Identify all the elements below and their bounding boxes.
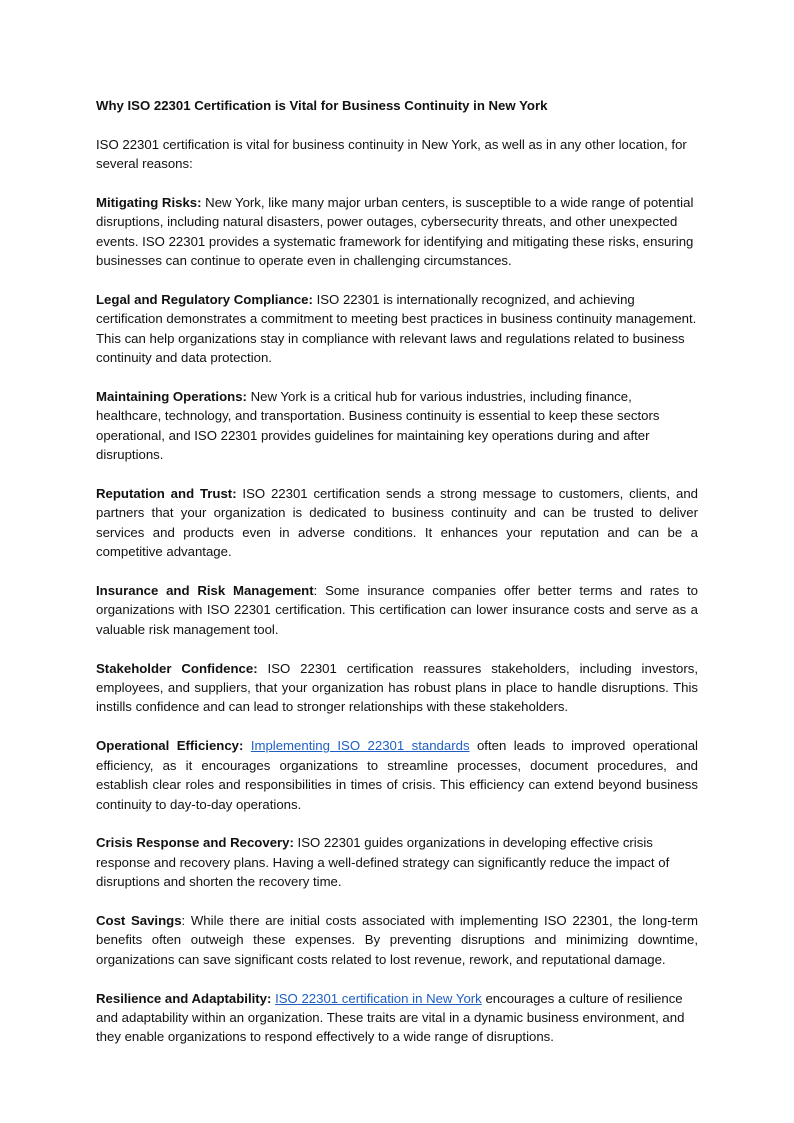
section-insurance-risk [96,581,698,639]
iso-certification-new-york-link[interactable]: ISO 22301 certification in New York [275,990,482,1006]
section-mitigating-risks [96,193,698,271]
section-heading: Maintaining Operations: [96,389,247,405]
section-resilience-adaptability [96,989,698,1047]
section-body: ISO 22301 certification sends a strong message to customers, clients, and partners that your organization is dedicated to business continuity and can be trusted to deliver services and products even in adverse conditions. It enhances your reputation and can be a competitive advantage. [96,486,698,560]
section-body: ISO 22301 certification reassures stakeholders, including investors, employees, and suppliers, that your organization has robust plans in place to handle disruptions. This instills confidence and can lead to stronger relationships with these stakeholders. [96,660,698,715]
section-body: : While there are initial costs associated with implementing ISO 22301, the long-term benefits often outweigh these expenses. By preventing disruptions and minimizing downtime, organizations can save significant costs related to lost revenue, rework, and reputational damage. [96,912,698,967]
implementing-iso-link[interactable]: Implementing ISO 22301 standards [250,738,470,754]
section-heading: Resilience and Adaptability: [96,990,272,1006]
section-body: often leads to improved operational efficiency, as it encourages organizations to streamline processes, document procedures, and establish clear roles and responsibilities in times of crisis. This efficiency can extend beyond business continuity to day-to-day operations. [96,738,698,812]
intro-paragraph: ISO 22301 certification is vital for business continuity in New York, as well as in any other location, for several reasons: [96,136,687,172]
section-legal-compliance [96,290,698,368]
section-cost-savings [96,911,698,969]
document-title: Why ISO 22301 Certification is Vital for Business Continuity in New York [96,98,548,113]
section-heading: Insurance and Risk Management [96,583,314,599]
section-crisis-response [96,833,698,891]
section-stakeholder-confidence [96,659,698,717]
section-heading: Crisis Response and Recovery: [96,835,294,851]
section-heading: Mitigating Risks: [96,195,202,210]
section-heading: Operational Efficiency: [96,738,244,754]
section-heading: Cost Savings [96,912,182,928]
document-page [96,96,698,1066]
section-body: ISO 22301 guides organizations in developing effective crisis response and recovery plans. Having a well-defined strategy can significantly reduce the impact of disruptions and shorten the recovery time. [96,835,670,890]
section-operational-efficiency [96,736,698,814]
section-body: : Some insurance companies offer better terms and rates to organizations with ISO 22301 certification. This certification can lower insurance costs and serve as a valuable risk management tool. [96,583,699,637]
section-maintaining-operations [96,387,698,465]
section-heading: Stakeholder Confidence: [96,660,258,676]
section-body: ISO 22301 is internationally recognized, and achieving certification demonstrates a commitment to meeting best practices in business continuity management. This can help organizations stay in compliance with relevant laws and regulations related to business continuity and data protection. [96,292,697,366]
section-reputation-trust [96,484,698,562]
section-body: encourages a culture of resilience and adaptability within an organization. These traits are vital in a dynamic business environment, and they enable organizations to respond effectively to a wide range of disruptions. [96,990,685,1045]
section-heading: Legal and Regulatory Compliance: [96,292,313,308]
section-heading: Reputation and Trust: [96,486,237,502]
section-body: New York, like many major urban centers, is susceptible to a wide range of potential disruptions, including natural disasters, power outages, cybersecurity threats, and other unexpected events. ISO 22301 provides a systematic framework for identifying and mitigating these risks, ensuring businesses can continue to operate even in challenging circumstances. [96,195,694,269]
section-body: New York is a critical hub for various industries, including finance, healthcare, technology, and transportation. Business continuity is essential to keep these sectors operational, and ISO 22301 provides guidelines for maintaining key operations during and after disruptions. [96,389,660,463]
